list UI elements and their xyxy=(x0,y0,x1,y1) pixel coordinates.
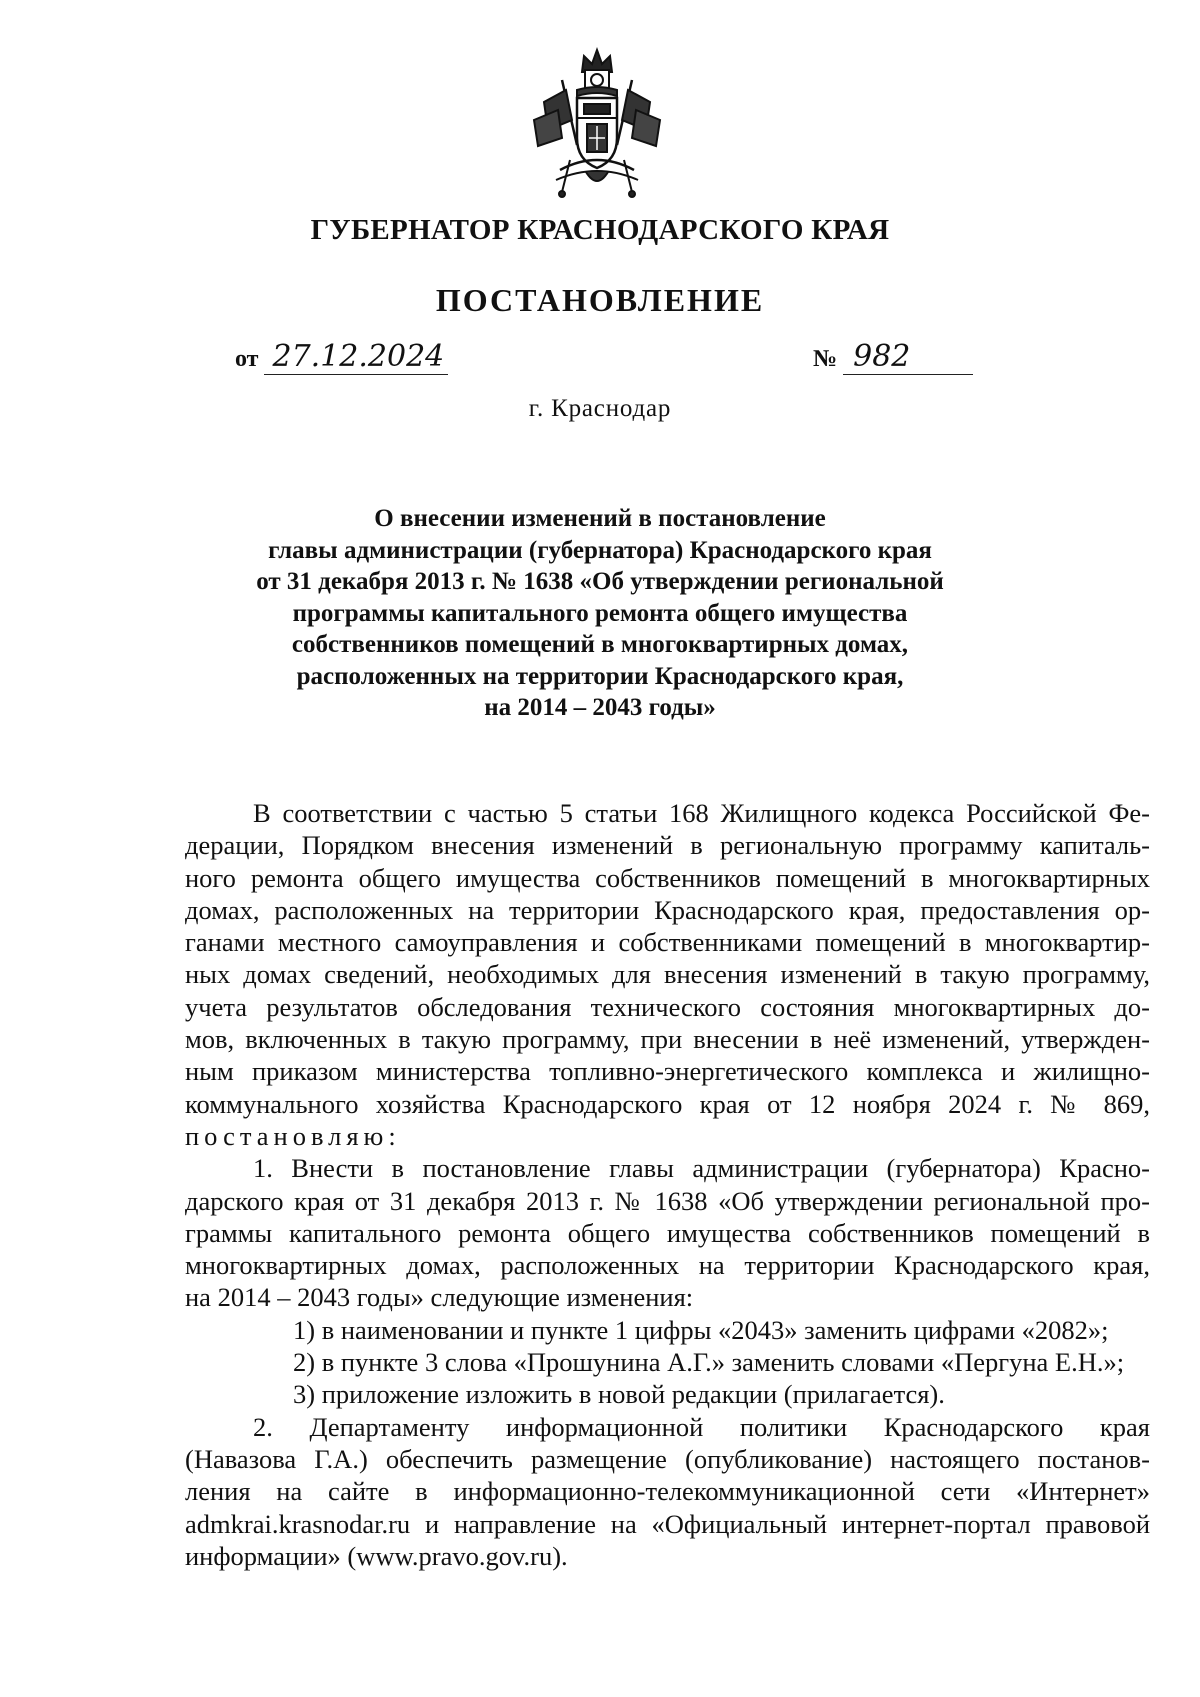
subject-line: главы администрации (губернатора) Краснодарского края xyxy=(268,536,932,564)
body-line: учета результатов обследования технического состояния многоквартирных до- xyxy=(185,991,1150,1022)
body-line: 1. Внести в постановление главы администрации (губернатора) Красно- xyxy=(253,1153,1150,1184)
document-body xyxy=(185,797,1150,1572)
number-label: № xyxy=(813,346,838,372)
body-line: домах, расположенных на территории Краснодарского края, предоставления ор- xyxy=(185,894,1150,925)
list-item: 3) приложение изложить в новой редакции (прилагается). xyxy=(293,1379,945,1410)
subject-line: от 31 декабря 2013 г. № 1638 «Об утверждении региональной xyxy=(256,568,944,595)
body-line: дарского края от 31 декабря 2013 г. № 1638 «Об утверждении региональной про- xyxy=(185,1185,1150,1216)
issuer-title: ГУБЕРНАТОР КРАСНОДАРСКОГО КРАЯ xyxy=(310,214,890,246)
body-line: ных домах сведений, необходимых для внесения изменений в такую программу, xyxy=(185,959,1150,990)
issue-city: г. Краснодар xyxy=(528,395,672,422)
body-line: 2. Департаменту информационной политики Краснодарского края xyxy=(253,1411,1150,1442)
date-value: 27.12.2024 xyxy=(264,340,448,375)
date-label: от xyxy=(235,346,259,372)
body-line: многоквартирных домах, расположенных на территории Краснодарского края, xyxy=(185,1250,1150,1281)
coat-of-arms-emblem xyxy=(522,40,672,200)
body-line-resolve: постановляю: xyxy=(185,1120,401,1151)
body-line: ного ремонта общего имущества собственников помещений в многоквартирных xyxy=(185,862,1150,893)
list-item: 2) в пункте 3 слова «Прошунина А.Г.» заменить словами «Пергуна Е.Н.»; xyxy=(293,1347,1125,1378)
subject-line: О внесении изменений в постановление xyxy=(374,505,826,532)
body-line: информации» (www.pravo.gov.ru). xyxy=(185,1540,568,1571)
subject-line: программы капитального ремонта общего имущества xyxy=(292,599,908,627)
body-line: коммунального хозяйства Краснодарского края от 12 ноября 2024 г. № 869, xyxy=(185,1088,1150,1119)
document-date xyxy=(235,340,448,375)
document-subject xyxy=(230,503,970,724)
body-line: на 2014 – 2043 годы» следующие изменения: xyxy=(185,1282,694,1313)
subject-line: на 2014 – 2043 годы» xyxy=(484,694,716,721)
body-line: ления на сайте в информационно-телекоммуникационной сети «Интернет» xyxy=(185,1476,1150,1507)
document-type-heading: ПОСТАНОВЛЕНИЕ xyxy=(435,282,765,318)
body-line: (Навазова Г.А.) обеспечить размещение (опубликование) настоящего постанов- xyxy=(185,1443,1150,1474)
body-line: мов, включенных в такую программу, при внесении в неё изменений, утвержден- xyxy=(185,1024,1150,1055)
body-line: граммы капитального ремонта общего имущества собственников помещений в xyxy=(185,1217,1150,1248)
number-value: 982 xyxy=(843,340,973,375)
body-line: ганами местного самоуправления и собственниками помещений в многоквартир- xyxy=(185,927,1150,958)
body-line: admkrai.krasnodar.ru и направление на «Официальный интернет-портал правовой xyxy=(185,1508,1150,1539)
document-number xyxy=(813,340,973,375)
subject-line: расположенных на территории Краснодарского края, xyxy=(296,662,904,690)
subject-line: собственников помещений в многоквартирных домах, xyxy=(291,631,909,658)
body-line: ным приказом министерства топливно-энергетического комплекса и жилищно- xyxy=(185,1056,1150,1087)
body-line: В соответствии с частью 5 статьи 168 Жилищного кодекса Российской Фе- xyxy=(253,798,1150,828)
body-line: дерации, Порядком внесения изменений в региональную программу капиталь- xyxy=(185,830,1150,861)
list-item: 1) в наименовании и пункте 1 цифры «2043» заменить цифрами «2082»; xyxy=(293,1314,1109,1345)
